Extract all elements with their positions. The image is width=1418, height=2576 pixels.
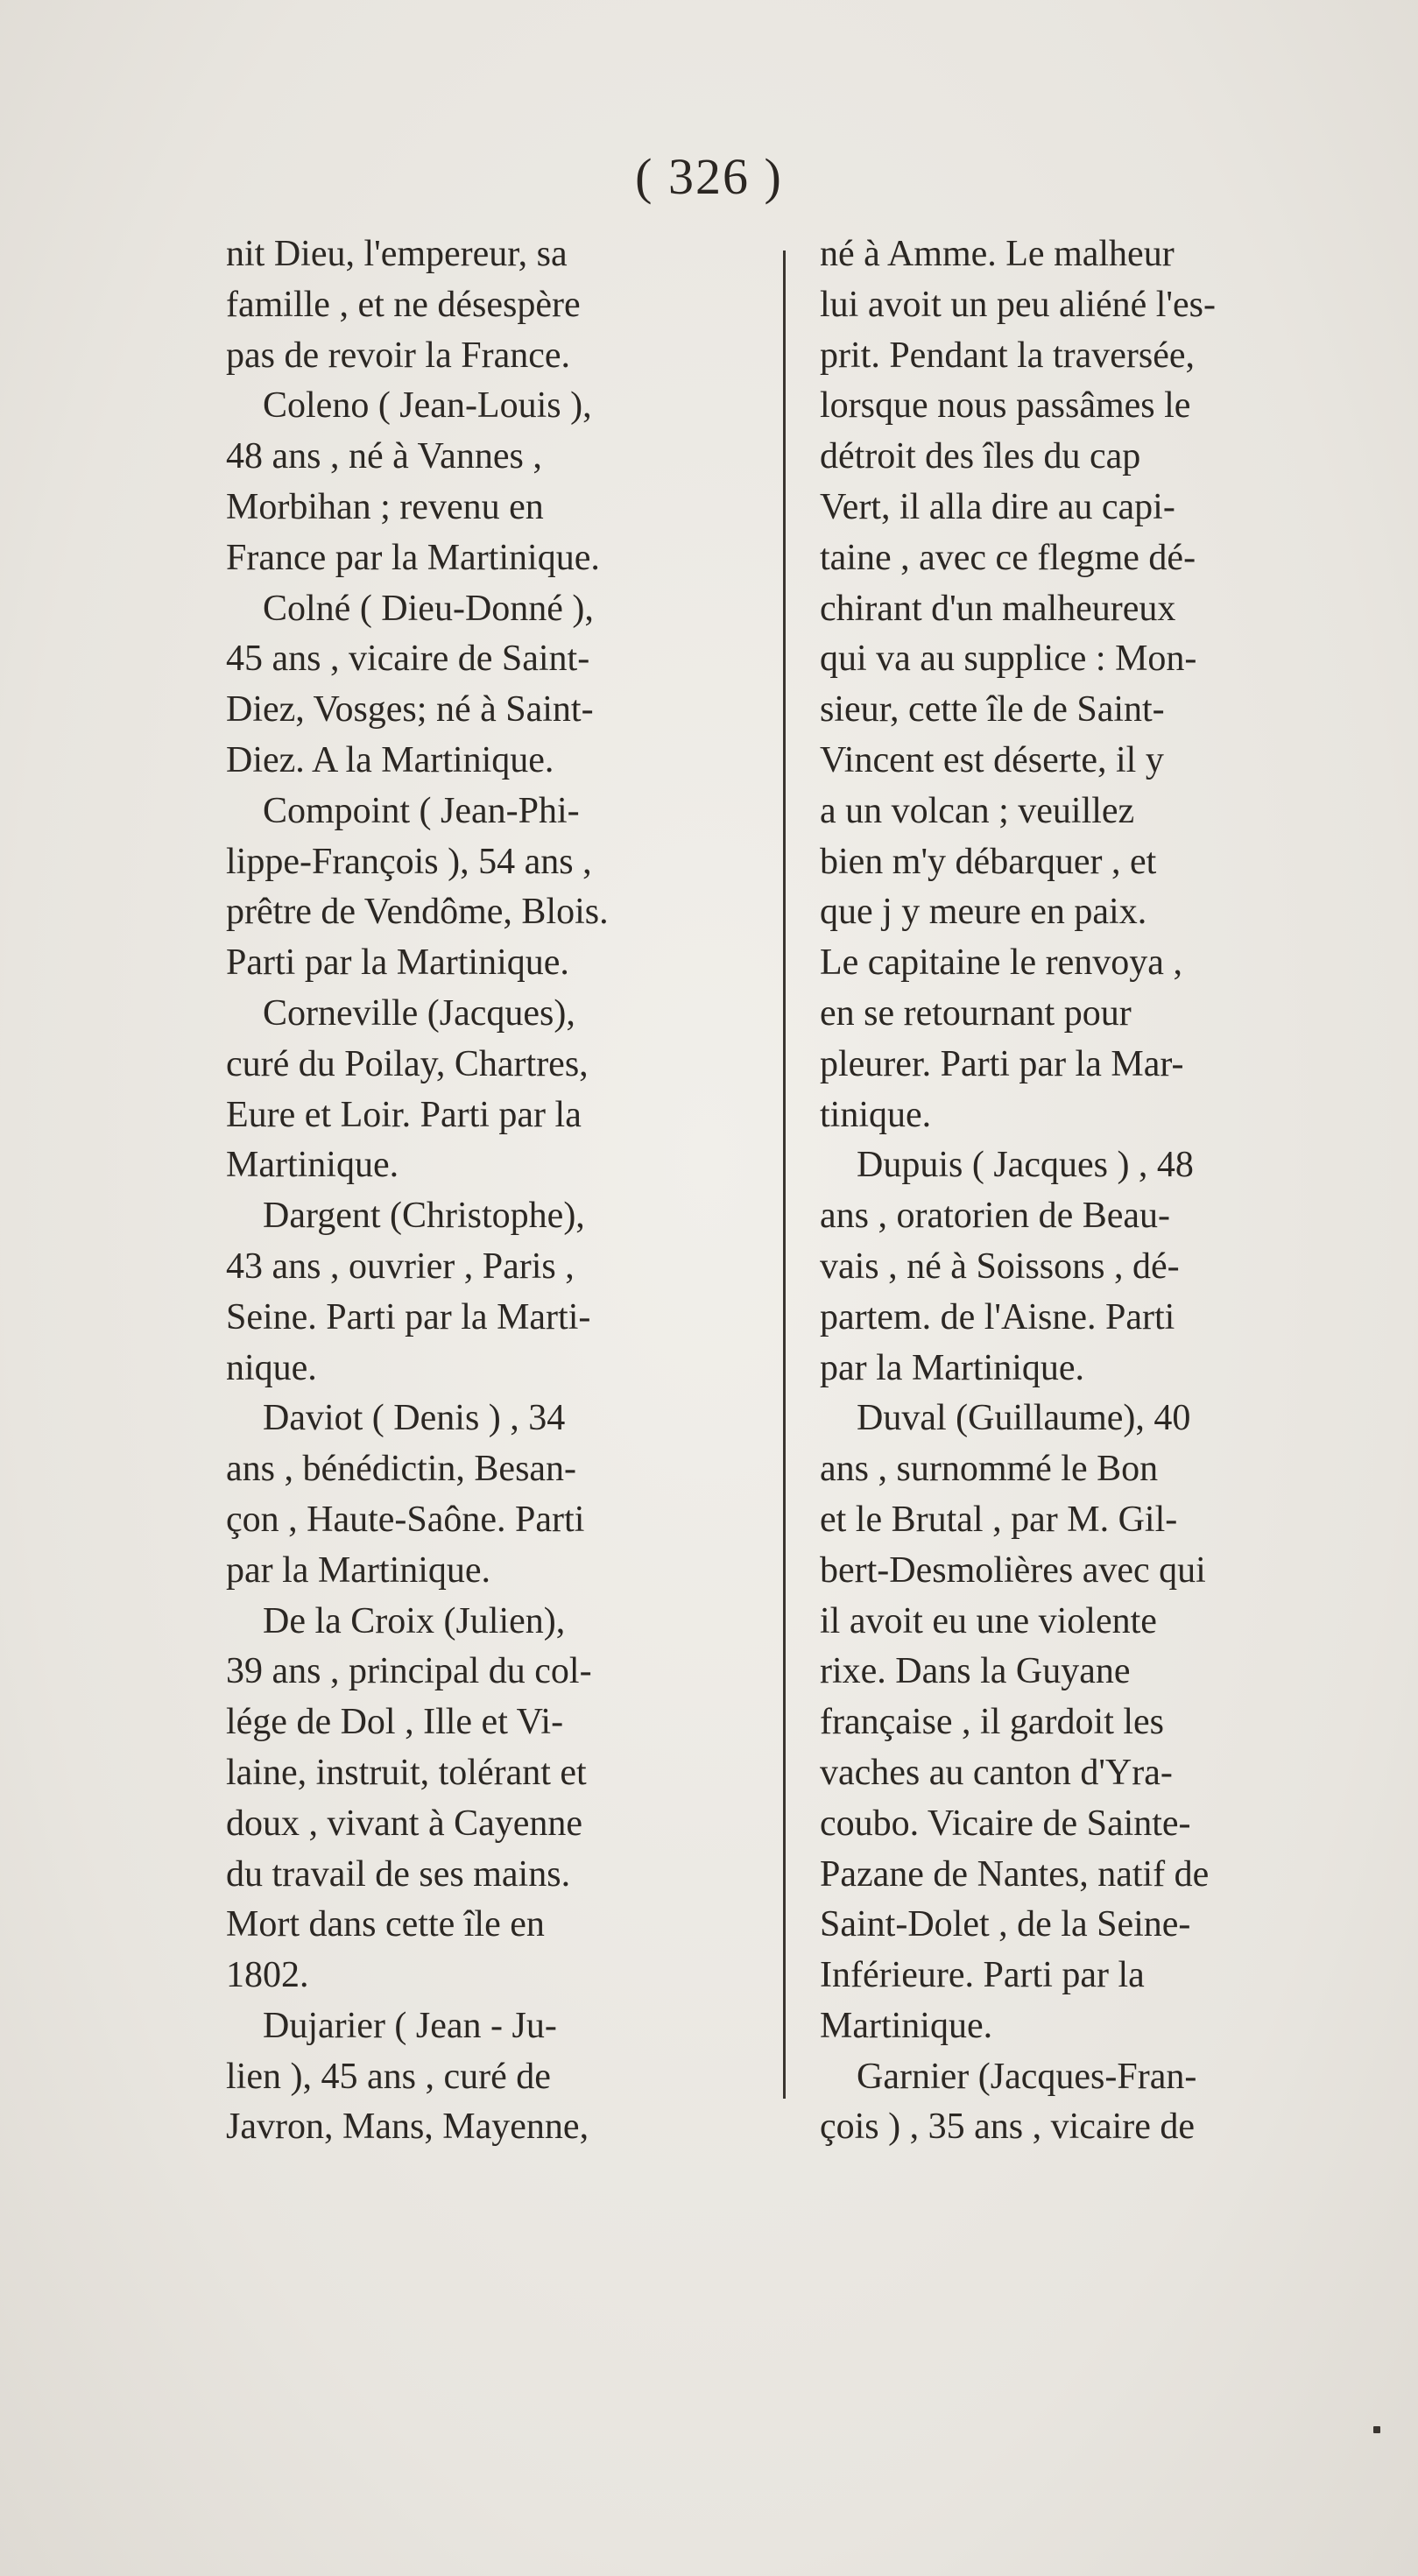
text-line: française , il gardoit les — [820, 1702, 1165, 1743]
text-line: çon , Haute-Saône. Parti — [226, 1499, 585, 1540]
text-line: Vincent est déserte, il y — [820, 739, 1164, 780]
text-line: ans , oratorien de Beau- — [820, 1196, 1171, 1237]
text-line: Dujarier ( Jean - Ju- — [226, 2005, 557, 2046]
text-line: vais , né à Soissons , dé- — [820, 1246, 1180, 1287]
text-line: Martinique. — [820, 2005, 993, 2046]
text-line: lége de Dol , Ille et Vi- — [226, 1702, 564, 1743]
text-line: sieur, cette île de Saint- — [820, 689, 1165, 730]
text-line: De la Croix (Julien), — [226, 1600, 566, 1641]
text-line: nique. — [226, 1347, 317, 1388]
text-line: lorsque nous passâmes le — [820, 385, 1191, 427]
text-line: Daviot ( Denis ) , 34 — [226, 1398, 566, 1439]
text-line: 48 ans , né à Vannes , — [226, 436, 542, 477]
text-line: chirant d'un malheureux — [820, 588, 1176, 629]
text-line: Garnier (Jacques-Fran- — [820, 2056, 1197, 2097]
text-line: bert-Desmolières avec qui — [820, 1549, 1206, 1591]
text-line: qui va au supplice : Mon- — [820, 639, 1197, 680]
text-line: taine , avec ce flegme dé- — [820, 537, 1196, 578]
text-line: Colné ( Dieu-Donné ), — [226, 588, 594, 629]
text-line: Seine. Parti par la Marti- — [226, 1296, 591, 1337]
text-line: né à Amme. Le malheur — [820, 234, 1175, 274]
text-line: Duval (Guillaume), 40 — [820, 1398, 1191, 1439]
text-line: Morbihan ; revenu en — [226, 486, 544, 527]
text-line: pas de revoir la France. — [226, 335, 570, 376]
text-line: curé du Poilay, Chartres, — [226, 1043, 589, 1084]
text-line: pleurer. Parti par la Mar- — [820, 1043, 1184, 1084]
text-line: Le capitaine le renvoya , — [820, 942, 1182, 984]
text-line: prêtre de Vendôme, Blois. — [226, 892, 609, 933]
column-divider — [783, 251, 786, 2099]
text-line: Corneville (Jacques), — [226, 992, 575, 1034]
text-line: Coleno ( Jean-Louis ), — [226, 385, 592, 427]
text-line: lien ), 45 ans , curé de — [226, 2056, 551, 2097]
text-line: Dargent (Christophe), — [226, 1196, 585, 1237]
text-line: Martinique. — [226, 1145, 399, 1186]
text-line: détroit des îles du cap — [820, 436, 1141, 477]
text-line: nit Dieu, l'empereur, sa — [226, 234, 568, 274]
text-line: Inférieure. Parti par la — [820, 1955, 1145, 1996]
text-line: laine, instruit, tolérant et — [226, 1752, 587, 1793]
text-line: Vert, il alla dire au capi- — [820, 486, 1175, 527]
text-line: 43 ans , ouvrier , Paris , — [226, 1246, 575, 1287]
text-line: ans , bénédictin, Besan- — [226, 1449, 577, 1490]
text-line: lippe-François ), 54 ans , — [226, 841, 592, 882]
text-line: vaches au canton d'Yra- — [820, 1752, 1173, 1793]
text-line: 45 ans , vicaire de Saint- — [226, 639, 590, 680]
text-line: par la Martinique. — [226, 1549, 491, 1591]
text-line: Mort dans cette île en — [226, 1904, 545, 1945]
ink-speck — [1373, 2426, 1380, 2433]
text-line: doux , vivant à Cayenne — [226, 1803, 583, 1844]
text-line: Dupuis ( Jacques ) , 48 — [820, 1145, 1194, 1186]
text-line: a un volcan ; veuillez — [820, 790, 1135, 831]
page-number: ( 326 ) — [635, 148, 783, 205]
text-line: du travail de ses mains. — [226, 1853, 571, 1895]
text-line: 39 ans , principal du col- — [226, 1651, 592, 1692]
text-line: partem. de l'Aisne. Parti — [820, 1296, 1175, 1337]
left-column — [226, 229, 609, 2153]
text-line: lui avoit un peu aliéné l'es- — [820, 284, 1216, 325]
text-line: prit. Pendant la traversée, — [820, 335, 1195, 376]
text-line: Javron, Mans, Mayenne, — [226, 2107, 589, 2148]
text-line: Diez, Vosges; né à Saint- — [226, 689, 594, 730]
text-line: bien m'y débarquer , et — [820, 841, 1157, 882]
text-line: France par la Martinique. — [226, 537, 600, 578]
text-line: Saint-Dolet , de la Seine- — [820, 1904, 1191, 1945]
right-column — [820, 229, 1216, 2153]
text-line: en se retournant pour — [820, 992, 1132, 1034]
text-line: famille , et ne désespère — [226, 284, 581, 325]
text-line: coubo. Vicaire de Sainte- — [820, 1803, 1191, 1844]
text-line: Compoint ( Jean-Phi- — [226, 790, 580, 831]
text-line: que j y meure en paix. — [820, 892, 1147, 933]
text-line: et le Brutal , par M. Gil- — [820, 1499, 1178, 1540]
text-line: par la Martinique. — [820, 1347, 1085, 1388]
text-line: Eure et Loir. Parti par la — [226, 1094, 582, 1135]
text-line: 1802. — [226, 1955, 309, 1996]
text-line: tinique. — [820, 1094, 932, 1135]
text-line: Pazane de Nantes, natif de — [820, 1853, 1210, 1895]
text-line: rixe. Dans la Guyane — [820, 1651, 1131, 1692]
text-line: Parti par la Martinique. — [226, 942, 569, 984]
text-line: çois ) , 35 ans , vicaire de — [820, 2107, 1196, 2148]
text-line: il avoit eu une violente — [820, 1600, 1157, 1641]
text-line: ans , surnommé le Bon — [820, 1449, 1159, 1490]
text-line: Diez. A la Martinique. — [226, 739, 554, 780]
